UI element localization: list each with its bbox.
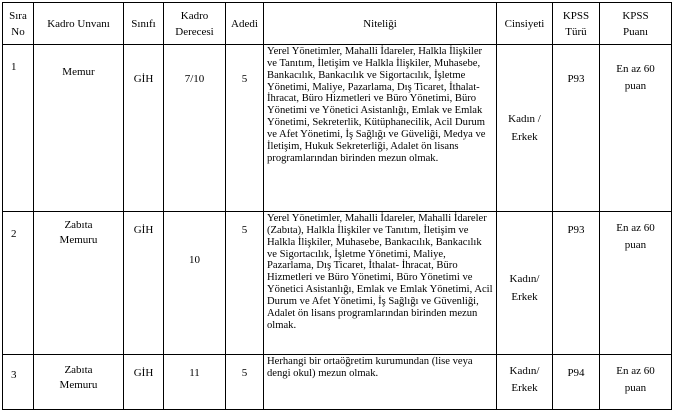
row-cinsiyeti: Kadın/ Erkek bbox=[497, 212, 553, 355]
row-kadro-unvani: Memur bbox=[34, 45, 124, 212]
row-adedi: 5 bbox=[226, 45, 264, 212]
row-sira-no: 3 bbox=[3, 355, 34, 410]
header-sinifi: Sınıfı bbox=[124, 3, 164, 45]
row-sira-no: 2 bbox=[3, 212, 34, 355]
header-adedi: Adedi bbox=[226, 3, 264, 45]
row-niteligi: Yerel Yönetimler, Mahalli İdareler, Mahalli İdareler (Zabıta), Halkla İlişkiler ve Tanıtım, İletişim ve Halkla İlişkiler, Muhasebe, Bankacılık, Bankacılık ve Sigortacılık, İşletme Yönetimi, Maliye, Pazarlama, Dış Ticaret, İthalat- İhracat, Büro Hizmetleri ve Büro Yönetimi, Büro Yönetimi ve Yönetici Asistanlığı, Emlak ve Emlak Yönetimi, Acil Durum ve Afet Yönetimi, İş Sağlığı ve Güvenliği, Adalet ön lisans programlarından birinden mezun olmak. bbox=[264, 212, 497, 355]
header-kpss-turu: KPSS Türü bbox=[553, 3, 600, 45]
row-niteligi: Herhangi bir ortaöğretim kurumundan (lise veya dengi okul) mezun olmak. bbox=[264, 355, 497, 410]
table-row bbox=[3, 355, 672, 410]
row-sira-no: 1 bbox=[3, 45, 34, 212]
header-sira-no: Sıra No bbox=[3, 3, 34, 45]
row-cinsiyeti: Kadın / Erkek bbox=[497, 45, 553, 212]
row-cinsiyeti: Kadın/ Erkek bbox=[497, 355, 553, 410]
row-kpss-puani: En az 60 puan bbox=[600, 355, 672, 410]
row-sinifi: GİH bbox=[124, 45, 164, 212]
header-kadro-derecesi: Kadro Derecesi bbox=[164, 3, 226, 45]
row-kpss-turu: P94 bbox=[553, 355, 600, 410]
row-kpss-turu: P93 bbox=[553, 212, 600, 355]
header-row bbox=[3, 3, 672, 45]
header-kadro-unvani: Kadro Unvanı bbox=[34, 3, 124, 45]
row-adedi: 5 bbox=[226, 212, 264, 355]
header-cinsiyeti: Cinsiyeti bbox=[497, 3, 553, 45]
row-kadro-unvani: Zabıta Memuru bbox=[34, 355, 124, 410]
row-niteligi: Yerel Yönetimler, Mahalli İdareler, Halkla İlişkiler ve Tanıtım, İletişim ve Halkla İlişkiler, Muhasebe, Bankacılık, Bankacılık ve Sigortacılık, İşletme Yönetimi, Maliye, Pazarlama, Dış Ticaret, İthalat- İhracat, Büro Hizmetleri ve Büro Yönetimi, Büro Yönetimi ve Yönetici Asistanlığı, Emlak ve Emlak Yönetimi, Sekreterlik, Kütüphanecilik, Acil Durum ve Afet Yönetimi, İş Sağlığı ve Güveliği, Medya ve İletişim, Hukuk Sekreterliği, Adalet ön lisans programlarından birinden mezun olmak. bbox=[264, 45, 497, 212]
kadro-table bbox=[2, 2, 672, 410]
row-kadro-unvani: Zabıta Memuru bbox=[34, 212, 124, 355]
row-kpss-turu: P93 bbox=[553, 45, 600, 212]
row-sinifi: GİH bbox=[124, 212, 164, 355]
table-row bbox=[3, 45, 672, 212]
row-kpss-puani: En az 60 puan bbox=[600, 45, 672, 212]
row-adedi: 5 bbox=[226, 355, 264, 410]
row-sinifi: GİH bbox=[124, 355, 164, 410]
row-kadro-derecesi: 11 bbox=[164, 355, 226, 410]
table-row bbox=[3, 212, 672, 355]
row-kadro-derecesi: 7/10 bbox=[164, 45, 226, 212]
row-kadro-derecesi: 10 bbox=[164, 212, 226, 355]
header-niteligi: Niteliği bbox=[264, 3, 497, 45]
row-kpss-puani: En az 60 puan bbox=[600, 212, 672, 355]
header-kpss-puani: KPSS Puanı bbox=[600, 3, 672, 45]
